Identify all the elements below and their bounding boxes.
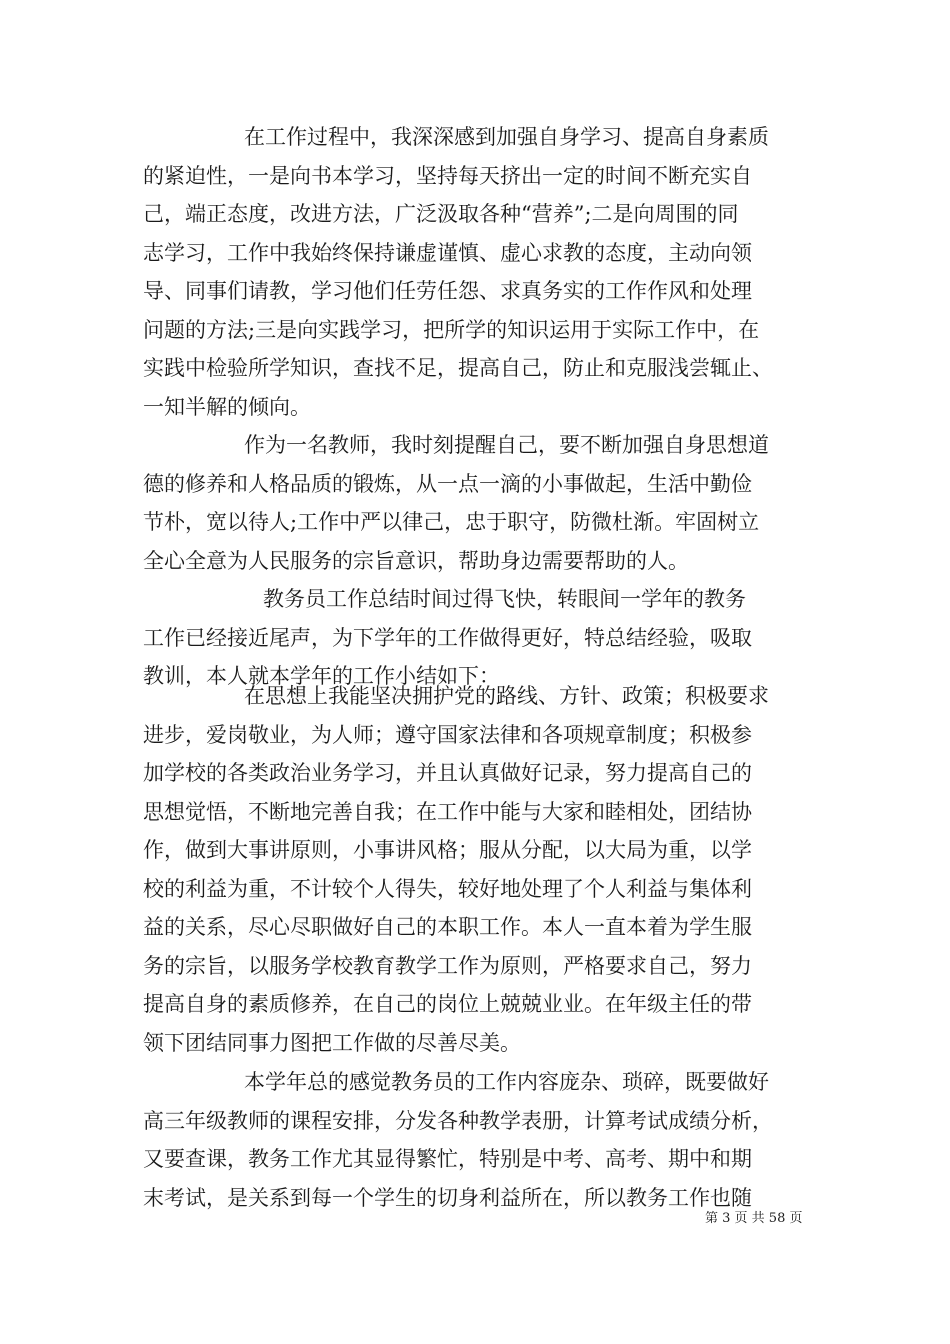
- text-line: 务的宗旨，以服务学校教育教学工作为原则，严格要求自己，努力: [143, 953, 752, 978]
- paragraph-moral-cultivation: [143, 426, 769, 580]
- text-line: 全心全意为人民服务的宗旨意识，帮助身边需要帮助的人。: [143, 548, 689, 573]
- text-line: 实践中检验所学知识，查找不足，提高自己，防止和克服浅尝辄止、: [143, 356, 773, 380]
- text-line: 教训，本人就本学年的工作小结如下：: [143, 664, 500, 688]
- text-line: 末考试，是关系到每一个学生的切身利益所在，所以教务工作也随: [143, 1185, 752, 1210]
- text-line: 节朴，宽以待人;工作中严以律己，忠于职守，防微杜渐。牢固树立: [143, 510, 760, 534]
- text-line: 工作已经接近尾声，为下学年的工作做得更好，特总结经验，吸取: [143, 625, 752, 650]
- text-line: 在思想上我能坚决拥护党的路线、方针、政策；积极要求: [244, 684, 769, 708]
- text-line: 益的关系，尽心尽职做好自己的本职工作。本人一直本着为学生服: [143, 915, 752, 939]
- text-line: 校的利益为重，不计较个人得失，较好地处理了个人利益与集体利: [143, 876, 752, 901]
- page-number-footer: 第 3 页 共 58 页: [705, 1211, 803, 1226]
- text-line: 思想觉悟，不断地完善自我；在工作中能与大家和睦相处，团结协: [143, 799, 752, 824]
- paragraph-self-study: [143, 118, 773, 426]
- text-line: 问题的方法;三是向实践学习，把所学的知识运用于实际工作中，在: [143, 317, 760, 342]
- text-line: 一知半解的倾向。: [143, 394, 311, 419]
- text-line: 教务员工作总结时间过得飞快，转眼间一学年的教务: [263, 587, 746, 611]
- text-line: 提高自身的素质修养，在自己的岗位上兢兢业业。在年级主任的带: [143, 992, 752, 1016]
- paragraph-work-content: [143, 1063, 773, 1217]
- text-line: 本学年总的感觉教务员的工作内容庞杂、琐碎，既要做好: [244, 1070, 769, 1094]
- text-line: 作，做到大事讲原则，小事讲风格；服从分配，以大局为重，以学: [143, 838, 752, 862]
- text-line: 高三年级教师的课程安排，分发各种教学表册，计算考试成绩分析，: [143, 1108, 773, 1133]
- text-line: 导、同事们请教，学习他们任劳任怨、求真务实的工作作风和处理: [143, 279, 752, 303]
- paragraph-ideology: [143, 677, 769, 1062]
- text-line: 的紧迫性，一是向书本学习，坚持每天挤出一定的时间不断充实自: [143, 163, 752, 188]
- text-line: 加学校的各类政治业务学习，并且认真做好记录，努力提高自己的: [143, 761, 752, 785]
- text-line: 领下团结同事力图把工作做的尽善尽美。: [143, 1030, 521, 1055]
- text-line: 又要查课，教务工作尤其显得繁忙，特别是中考、高考、期中和期: [143, 1147, 752, 1171]
- text-line: 志学习，工作中我始终保持谦虚谨慎、虚心求教的态度，主动向领: [143, 240, 752, 265]
- text-line: 德的修养和人格品质的锻炼，从一点一滴的小事做起，生活中勤俭: [143, 471, 752, 496]
- text-line: 在工作过程中，我深深感到加强自身学习、提高自身素质: [244, 125, 769, 149]
- text-line: 进步，爱岗敬业，为人师；遵守国家法律和各项规章制度；积极参: [143, 722, 752, 747]
- text-line: 己，端正态度，改进方法，广泛汲取各种“营养”;二是向周围的同: [143, 202, 739, 226]
- text-line: 作为一名教师，我时刻提醒自己，要不断加强自身思想道: [244, 433, 769, 457]
